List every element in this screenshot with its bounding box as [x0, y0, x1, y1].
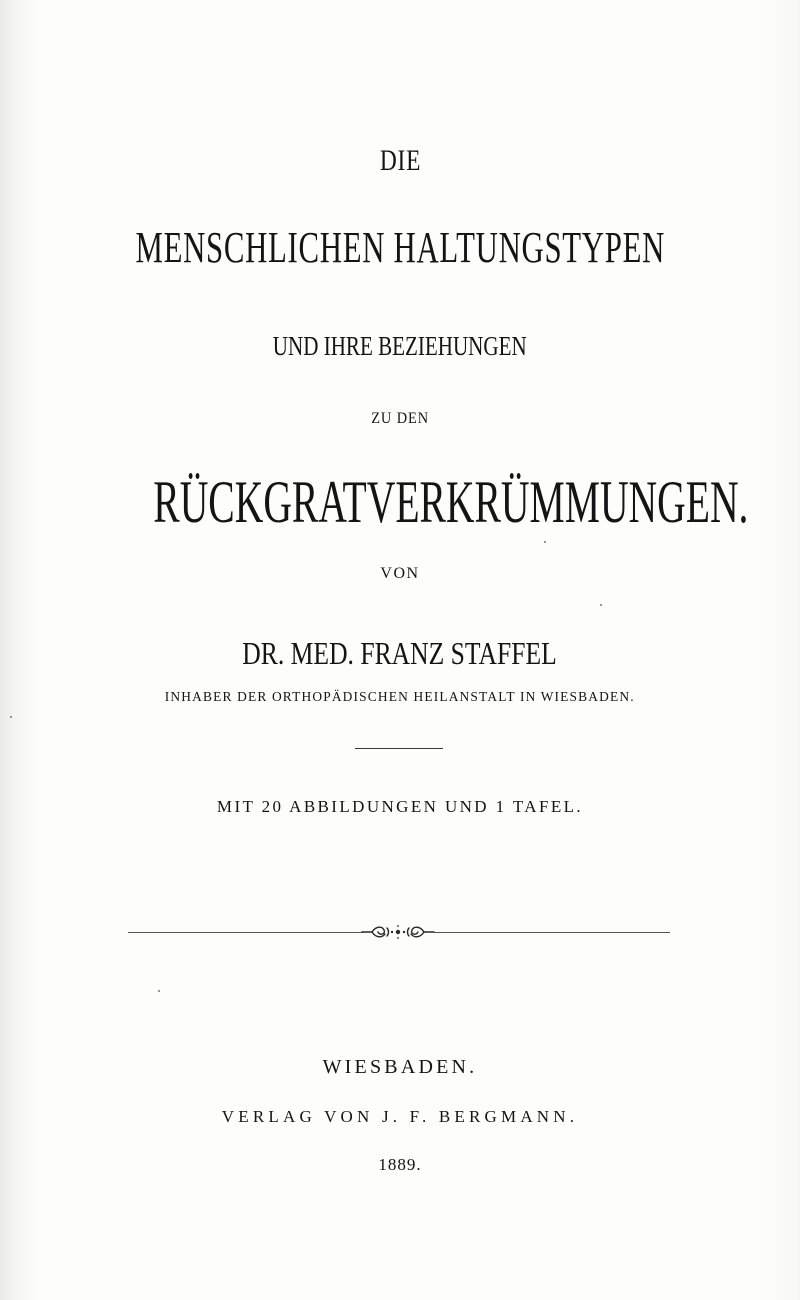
- title-die-line: [0, 146, 800, 176]
- publication-city: WIESBADEN.: [322, 1056, 478, 1078]
- fleuron-ornament-icon: [360, 920, 436, 944]
- author-line: [0, 637, 800, 669]
- ornament-rule-left: [128, 932, 363, 933]
- main-title-text: MENSCHLICHEN HALTUNGSTYPEN: [135, 223, 665, 272]
- paper-speck: [10, 716, 12, 718]
- title-die-text: DIE: [379, 144, 421, 177]
- ornament-rule-right: [433, 932, 670, 933]
- big-title-line: [0, 469, 800, 535]
- zu-den-text: ZU DEN: [371, 410, 429, 427]
- big-title-text: RÜCKGRATVERKRÜMMUNGEN.: [153, 469, 749, 535]
- subtitle-text: UND IHRE BEZIEHUNGEN: [273, 331, 527, 361]
- paper-speck: [600, 604, 602, 606]
- short-divider-rule: [355, 748, 443, 749]
- publisher-line: VERLAG VON J. F. BERGMANN.: [221, 1107, 579, 1126]
- paper-speck: [158, 990, 160, 992]
- publication-year: 1889.: [378, 1155, 422, 1174]
- illustrations-note: MIT 20 ABBILDUNGEN UND 1 TAFEL.: [216, 797, 584, 816]
- subtitle-line: [0, 333, 800, 360]
- author-name: DR. MED. FRANZ STAFFEL: [242, 635, 558, 671]
- affiliation-text: INHABER DER ORTHOPÄDISCHEN HEILANSTALT IN WIESBADEN.: [165, 690, 635, 705]
- main-title-line: [0, 223, 800, 272]
- affiliation-line: [0, 691, 800, 705]
- von-line: VON: [380, 565, 420, 582]
- zu-den-line: [0, 411, 800, 427]
- paper-speck: [544, 541, 546, 543]
